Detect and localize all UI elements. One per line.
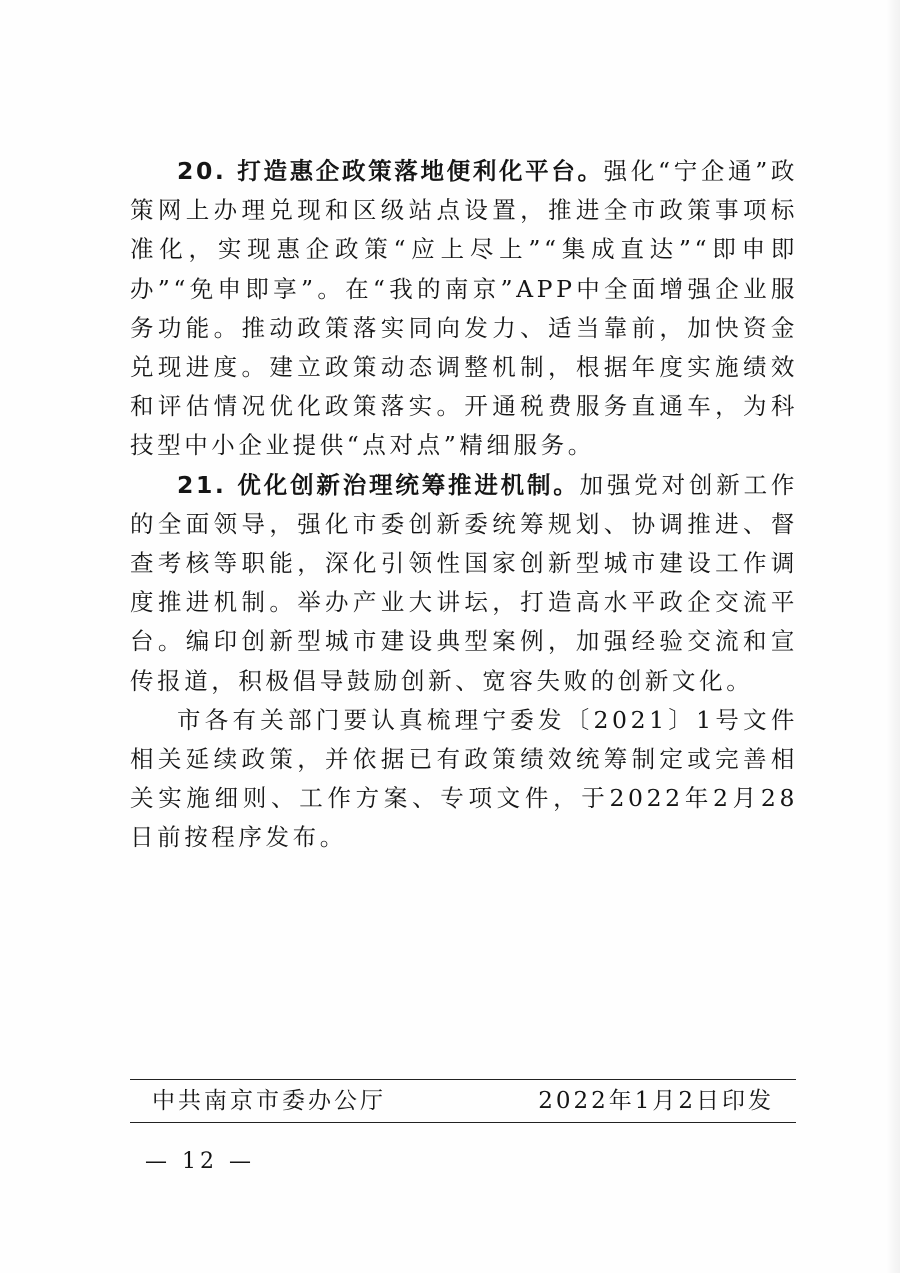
paragraph-item-20	[130, 152, 798, 466]
imprint-block	[130, 1079, 796, 1123]
paragraph-heading: 20. 打造惠企政策落地便利化平台。	[177, 157, 604, 185]
issuer-name: 中共南京市委办公厅	[152, 1088, 386, 1114]
paragraph-heading: 21. 优化创新治理统筹推进机制。	[177, 470, 580, 499]
paragraph-body: 加强党对创新工作的全面领导，强化市委创新委统筹规划、协调推进、督查考核等职能，深化引领性国家创新型城市建设工作调度推进机制。举办产业大讲坛，打造高水平政企交流平台。编印创新型城市建设典型案例，加强经验交流和宣传报道，积极倡导鼓励创新、宽容失败的创新文化。	[130, 470, 798, 695]
page-edge-shadow	[886, 0, 900, 1273]
paragraph-body: 强化“宁企通”政策网上办理兑现和区级站点设置，推进全市政策事项标准化，实现惠企政策“应上尽上”“集成直达”“即申即办”“免申即享”。在“我的南京”APP中全面增强企业服务功能。推动政策落实同向发力、适当靠前，加快资金兑现进度。建立政策动态调整机制，根据年度实施绩效和评估情况优化政策落实。开通税费服务直通车，为科技型中小企业提供“点对点”精细服务。	[130, 157, 798, 460]
issue-date: 2022年1月2日印发	[538, 1088, 774, 1114]
paragraph-body: 市各有关部门要认真梳理宁委发〔2021〕1号文件相关延续政策，并依据已有政策绩效统筹制定或完善相关实施细则、工作方案、专项文件，于2022年2月28日前按程序发布。	[130, 705, 798, 852]
body-text	[130, 152, 798, 858]
paragraph-item-21	[130, 466, 798, 701]
page-number: — 12 —	[145, 1149, 255, 1174]
paragraph-closing	[130, 701, 798, 858]
